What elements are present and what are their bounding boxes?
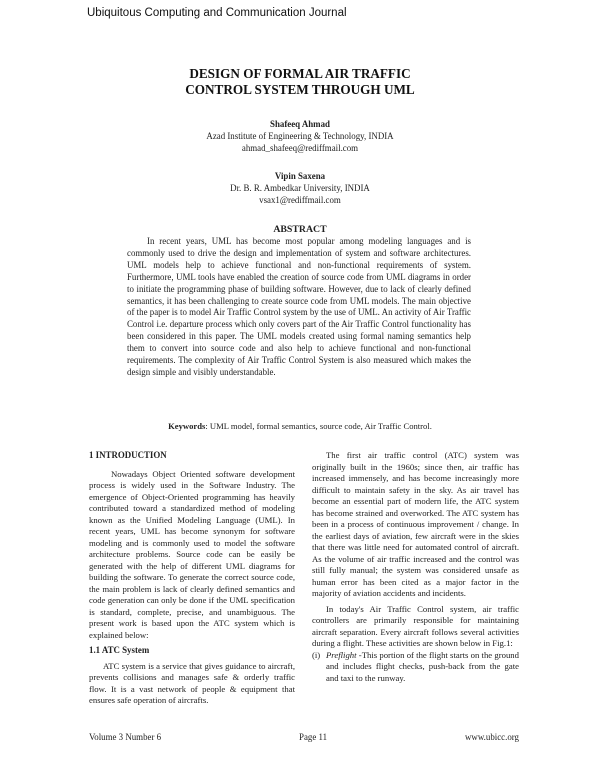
list-item-preflight [312, 650, 519, 685]
list-item-label: (i) [312, 649, 321, 660]
footer-website: www.ubicc.org [465, 732, 519, 742]
footer-volume: Volume 3 Number 6 [89, 732, 162, 742]
author-name: Vipin Saxena [274, 171, 326, 181]
journal-header: Ubiquitous Computing and Communication Journal [87, 7, 347, 19]
abstract-text: In recent years, UML has become most popular among modeling languages and is commonly used to drive the design and implementation of system and software architectures. UML models help to achieve functional and non-functional requirements of system. Furthermore, UML tools have enabled the creation of source code from UML diagrams in order to initiate the programming phase of building software. However, due to lack of clearly defined semantics, it has been challenging to create source code from UML models. The main objective of the paper is to model Air Traffic Control system by the use of UML. An activity of Air Traffic Control i.e. departure process which only covers part of the Air Traffic Control functionality has been considered in this paper. The UML models created using formal naming semantics help them to convert into source code and also help to achieve functional and non-functional requirements. The complexity of Air Traffic Control System is also measured which makes the design simple and visibly understandable. [127, 236, 471, 377]
list-item-text: -This portion of the flight starts on the ground and includes flight checks, push-back from the gate and taxi to the runway. [326, 649, 519, 683]
author-block-1 [0, 118, 600, 154]
author-name: Shafeeq Ahmad [270, 119, 330, 129]
right-column [312, 450, 519, 684]
subsection-heading-atc: 1.1 ATC System [89, 645, 150, 655]
footer-page-number: Page 11 [299, 732, 328, 742]
keywords-text: : UML model, formal semantics, source code, Air Traffic Control. [205, 421, 432, 431]
list-item-term: Preflight [326, 649, 357, 660]
controllers-paragraph: In today's Air Traffic Control system, air traffic controllers are primarily responsible for maintaining aircraft separation. Every aircraft follows several activities during a flight. These activities are shown below in Fig.1: [312, 603, 519, 648]
history-paragraph: The first air traffic control (ATC) system was originally built in the 1960s; since then, air traffic has increased immensely, and has become increasingly more difficult to maintain safety in the sky. As air travel has become an essential part of modern life, the ATC system has become strained and overworked. The ATC system has been in a process of continuous improvement / change. In the earliest days of aviation, few aircraft were in the skies that there was little need for automated control of aircraft. As the volume of air traffic increased and the control was still fully manual; the system was considered unsafe as human error has been cited as a major factor in the majority of aviation accidents and incidents. [312, 450, 519, 598]
section-heading-introduction: 1 INTRODUCTION [89, 450, 167, 460]
author-email: vsax1@rediffmail.com [259, 195, 341, 205]
intro-paragraph: Nowadays Object Oriented software development process is widely used in the Software Industry. The emergence of Object-Oriented programming has heavily contributed toward a standardized method of modeling known as the Unified Modeling Language (UML). In recent years, UML has become synonym for software modeling and is commonly used to model the software architecture problems. Source code can be easily be generated with the help of different UML diagrams for building the software. To generate the correct source code, the main problem is lack of clearly defined semantics and code generation can only be done if the UML specification is standard, complete, precise, and unambiguous. The present work is based upon the ATC system which is explained below: [89, 468, 295, 640]
author-email: ahmad_shafeeq@rediffmail.com [241, 143, 359, 153]
keywords [0, 421, 600, 431]
abstract-heading: ABSTRACT [273, 224, 327, 235]
left-column [89, 450, 295, 707]
title-line-1: DESIGN OF FORMAL AIR TRAFFIC [189, 66, 411, 81]
author-affiliation: Dr. B. R. Ambedkar University, INDIA [230, 183, 370, 193]
title-line-2: CONTROL SYSTEM THROUGH UML [185, 82, 415, 97]
paper-title [0, 66, 600, 98]
author-affiliation: Azad Institute of Engineering & Technology, INDIA [206, 131, 394, 141]
atc-paragraph: ATC system is a service that gives guidance to aircraft, prevents collisions and manages safe & orderly traffic flow. It is a vast network of people & equipment that ensures safe operation of aircrafts. [89, 660, 295, 705]
keywords-label: Keywords [168, 421, 206, 431]
page-footer [89, 732, 519, 742]
author-block-2 [0, 170, 600, 206]
